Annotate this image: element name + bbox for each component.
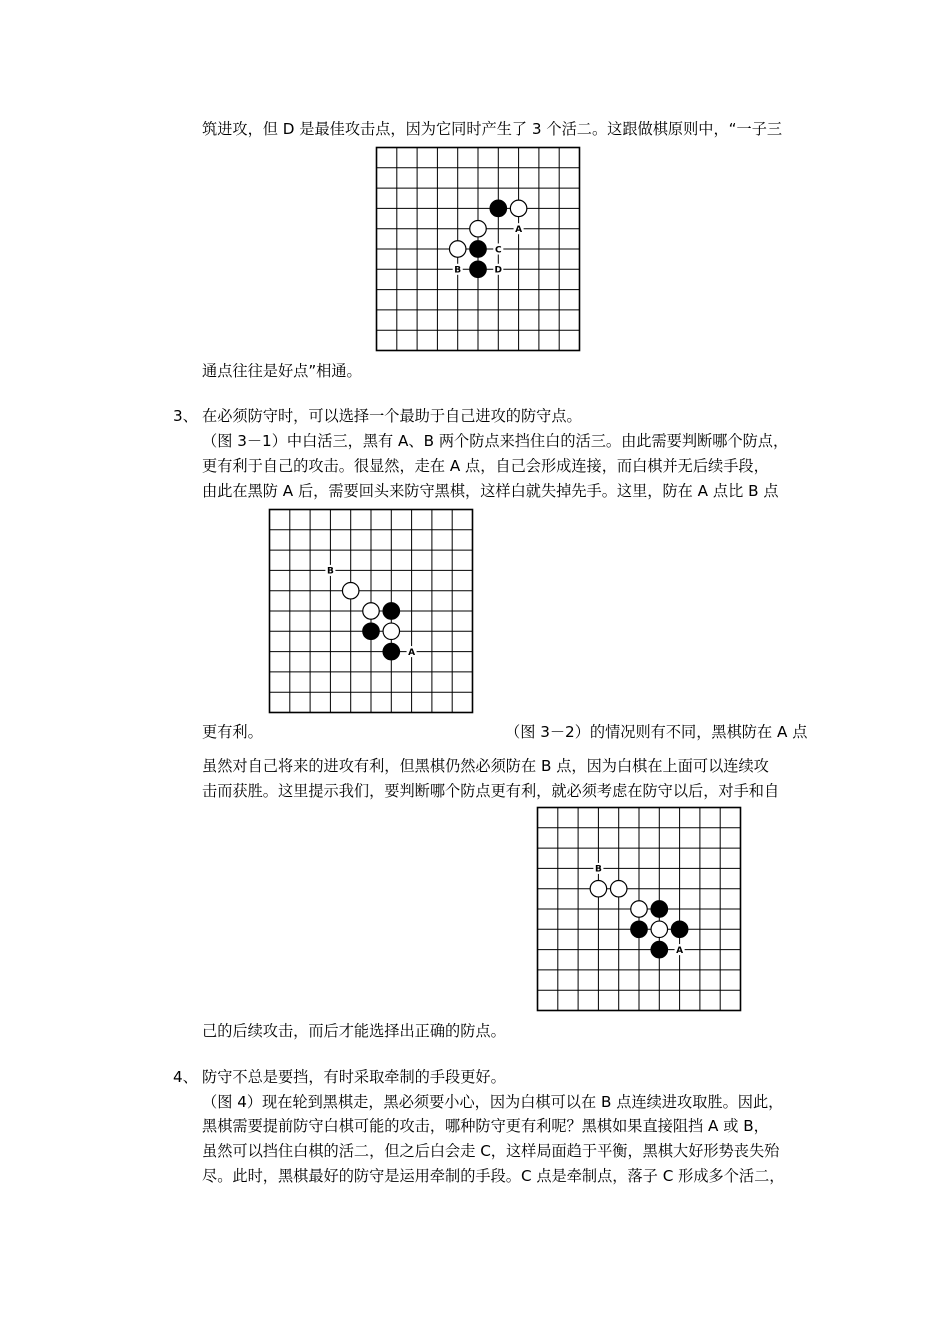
text-line: 虽然对自己将来的进攻有利，但黑棋仍然必须防在 B 点，因为白棋在上面可以连续攻 xyxy=(202,757,769,775)
point-label-b: B xyxy=(326,566,334,577)
white-stone xyxy=(363,603,379,619)
white-stone xyxy=(510,200,526,216)
point-label-b: B xyxy=(594,864,602,875)
white-stone xyxy=(470,220,486,236)
black-stone xyxy=(651,901,667,917)
text-line: 筑进攻，但 D 是最佳攻击点，因为它同时产生了 3 个活二。这跟做棋原则中，“一子三 xyxy=(202,120,783,138)
gomoku-board xyxy=(536,806,742,1012)
section-number: 3、 xyxy=(173,407,198,425)
text-line: 虽然可以挡住白棋的活二，但之后白会走 C，这样局面趋于平衡，黑棋大好形势丧失殆 xyxy=(202,1142,780,1160)
text-line: （图 4）现在轮到黑棋走，黑必须要小心，因为白棋可以在 B 点连续进攻取胜。因此， xyxy=(202,1093,784,1111)
black-stone xyxy=(470,261,486,277)
white-stone xyxy=(342,582,358,598)
white-stone xyxy=(449,241,465,257)
text-line: 通点往往是好点”相通。 xyxy=(202,362,362,380)
text-line: 尽。此时，黑棋最好的防守是运用牵制的手段。C 点是牵制点，落子 C 形成多个活二， xyxy=(202,1167,785,1185)
text-line: 黑棋需要提前防守白棋可能的攻击，哪种防守更有利呢？黑棋如果直接阻挡 A 或 B， xyxy=(202,1117,769,1135)
black-stone xyxy=(490,200,506,216)
text-line: （图 3－2）的情况则有不同，黑棋防在 A 点 xyxy=(505,723,808,741)
text-line: 己的后续攻击，而后才能选择出正确的防点。 xyxy=(202,1022,506,1040)
white-stone xyxy=(610,880,626,896)
white-stone xyxy=(590,880,606,896)
black-stone xyxy=(383,603,399,619)
section-title: 防守不总是要挡，有时采取牵制的手段更好。 xyxy=(202,1068,506,1086)
white-stone xyxy=(631,901,647,917)
diagram-d-point xyxy=(375,146,581,352)
text-line: 由此在黑防 A 后，需要回头来防守黑棋，这样白就失掉先手。这里，防在 A 点比 B 点 xyxy=(202,482,779,500)
point-label-a: A xyxy=(676,945,684,956)
text-line: 更有利于自己的攻击。很显然，走在 A 点，自己会形成连接，而白棋并无后续手段， xyxy=(202,457,769,475)
black-stone xyxy=(363,623,379,639)
point-label-a: A xyxy=(408,647,416,658)
point-label-a: A xyxy=(515,225,523,236)
black-stone xyxy=(651,941,667,957)
section-title: 在必须防守时，可以选择一个最助于自己进攻的防守点。 xyxy=(202,407,582,425)
black-stone xyxy=(671,921,687,937)
text-line: 更有利。 xyxy=(202,723,263,741)
point-label-d: D xyxy=(494,265,503,276)
section-number: 4、 xyxy=(173,1068,198,1086)
gomoku-board xyxy=(268,508,474,714)
text-line: 击而获胜。这里提示我们，要判断哪个防点更有利，就必须考虑在防守以后，对手和自 xyxy=(202,782,780,800)
gomoku-board xyxy=(375,146,581,352)
white-stone xyxy=(651,921,667,937)
black-stone xyxy=(470,241,486,257)
black-stone xyxy=(631,921,647,937)
white-stone xyxy=(383,623,399,639)
text-line: （图 3－1）中白活三，黑有 A、B 两个防点来挡住白的活三。由此需要判断哪个防点， xyxy=(202,432,789,450)
point-label-b: B xyxy=(454,265,462,276)
diagram-3-2 xyxy=(536,806,742,1012)
black-stone xyxy=(383,643,399,659)
point-label-c: C xyxy=(494,245,502,256)
diagram-3-1 xyxy=(268,508,474,714)
